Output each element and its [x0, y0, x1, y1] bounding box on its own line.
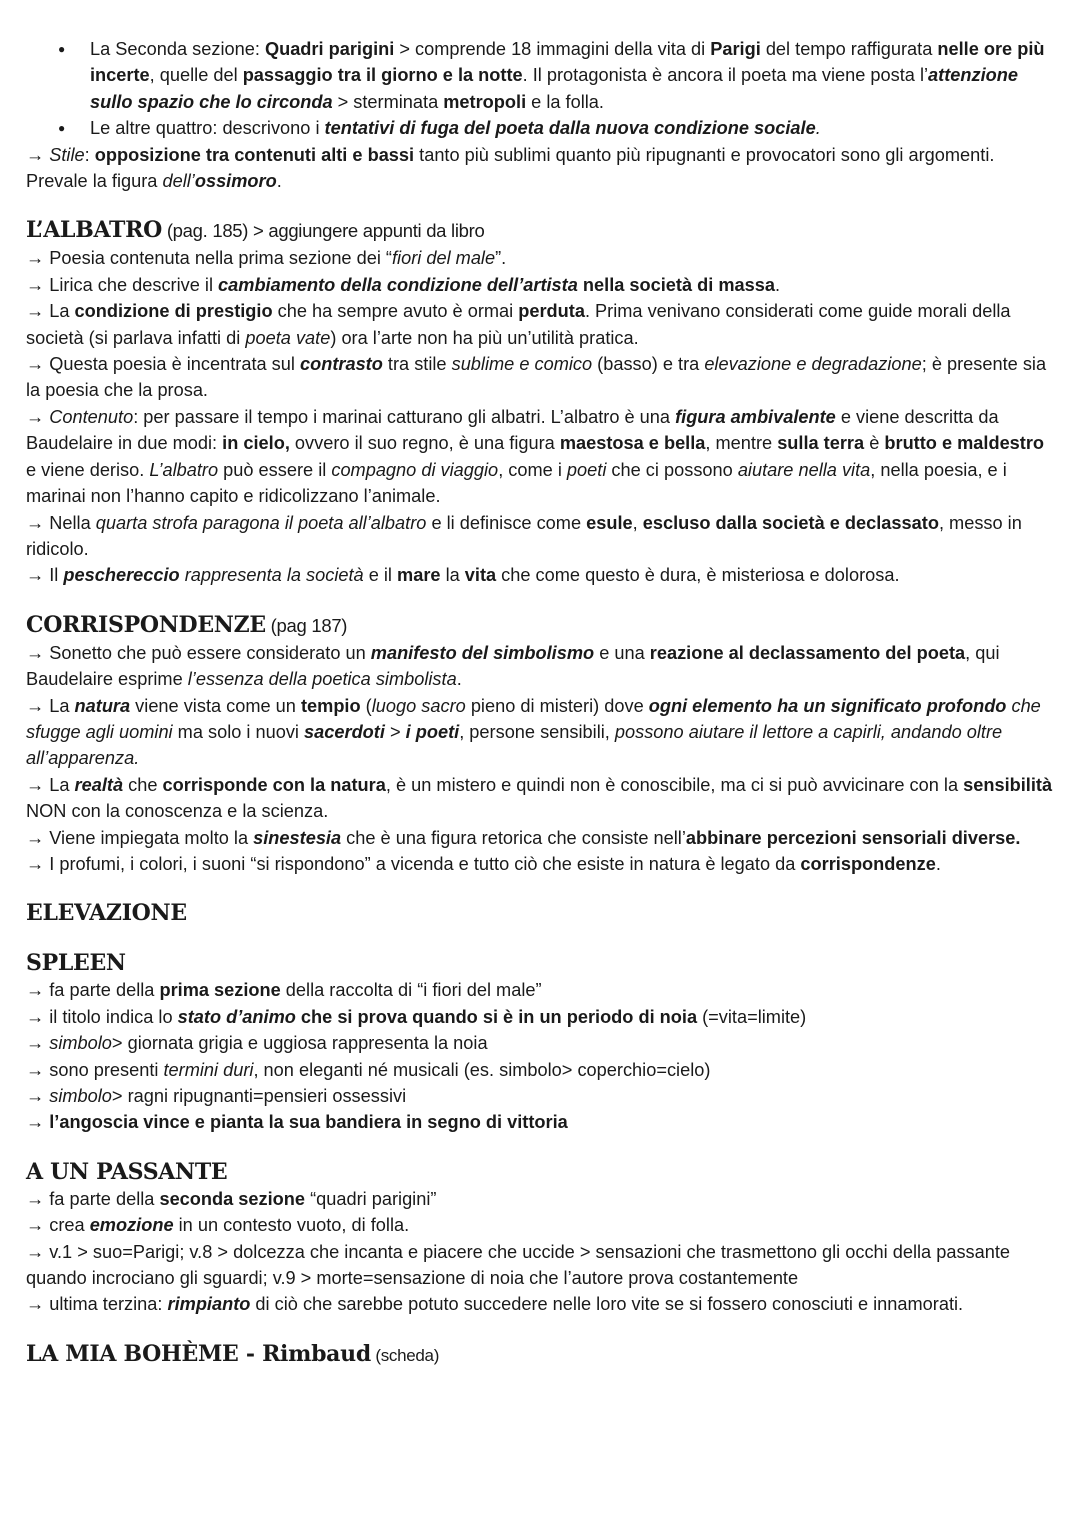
- passante-line-3: → v.1 > suo=Parigi; v.8 > dolcezza che incanta e piacere che uccide > sensazioni che trasmettono gli occhi della passante quando incrociano gli sguardi; v.9 > morte=sensazione di noia che l’autore prova costantemente: [26, 1241, 1011, 1289]
- passante-line-2: → crea emozione in un contesto vuoto, di folla.: [26, 1215, 410, 1236]
- albatro-line-6: → Nella quarta strofa paragona il poeta all’albatro e li definisce come esule, escluso dalla società e declassato, messo in ridicolo.: [26, 512, 1022, 559]
- corrispondenze-line-3: → La realtà che corrisponde con la natura, è un mistero e quindi non è conoscibile, ma ci si può avvicinare con la sensibilità NON con la conoscenza e la scienza.: [26, 774, 1053, 822]
- passante-line-4: → ultima terzina: rimpianto di ciò che sarebbe potuto succedere nelle loro vite se si fossero conosciuti e innamorati.: [26, 1294, 964, 1315]
- albatro-line-4: → Questa poesia è incentrata sul contrasto tra stile sublime e comico (basso) e tra elevazione e degradazione; è presente sia la poesia che la prosa.: [26, 354, 1047, 401]
- bullet-altre-quattro: ● Le altre quattro: descrivono i tentativi di fuga del poeta dalla nuova condizione sociale.: [26, 115, 1056, 141]
- albatro-line-1: → Poesia contenuta nella prima sezione dei “fiori del male”.: [26, 248, 507, 269]
- elevazione-heading: ELEVAZIONE: [26, 900, 187, 927]
- spleen-line-1: → fa parte della prima sezione della raccolta di “i fiori del male”: [26, 980, 542, 1001]
- notes-page: [26, 36, 1056, 1370]
- spleen-line-4: → sono presenti termini duri, non eleganti né musicali (es. simbolo> coperchio=cielo): [26, 1059, 711, 1080]
- corrispondenze-line-2: → La natura viene vista come un tempio (luogo sacro pieno di misteri) dove ogni elemento ha un significato profondo che sfugge agli uomini ma solo i nuovi sacerdoti > i poeti, persone sensibili, possono aiutare il lettore a capirli, andando oltre all’apparenza.: [26, 695, 1041, 769]
- spleen-line-5: → simbolo> ragni ripugnanti=pensieri ossessivi: [26, 1086, 407, 1106]
- spleen-line-2: → il titolo indica lo stato d’animo che si prova quando si è in un periodo di noia (=vita=limite): [26, 1006, 807, 1027]
- albatro-line-7: → Il peschereccio rappresenta la società e il mare la vita che come questo è dura, è misteriosa e dolorosa.: [26, 565, 900, 586]
- corrispondenze-line-1: → Sonetto che può essere considerato un manifesto del simbolismo e una reazione al declassamento del poeta, qui Baudelaire esprime l’essenza della poetica simbolista.: [26, 642, 1000, 690]
- boheme-heading: LA MIA BOHÈME - Rimbaud (scheda): [26, 1340, 440, 1367]
- bullet-seconda-sezione: ● La Seconda sezione: Quadri parigini > comprende 18 immagini della vita di Parigi del tempo raffigurata nelle ore più incerte, quelle del passaggio tra il giorno e la notte. Il protagonista è ancora il poeta ma viene posta l’attenzione sullo spazio che lo circonda > sterminata metropoli e la folla.: [26, 36, 1056, 115]
- stile-paragraph: → Stile: opposizione tra contenuti alti e bassi tanto più sublimi quanto più ripugnanti e provocatori sono gli argomenti. Prevale la figura dell’ossimoro.: [26, 144, 995, 192]
- passante-heading: A UN PASSANTE: [26, 1158, 228, 1185]
- corrispondenze-line-5: → I profumi, i colori, i suoni “si rispondono” a vicenda e tutto ciò che esiste in natura è legato da corrispondenze.: [26, 853, 941, 874]
- corrispondenze-heading: CORRISPONDENZE (pag 187): [26, 611, 348, 638]
- albatro-heading: L’ALBATRO (pag. 185) > aggiungere appunti da libro: [26, 217, 485, 244]
- albatro-line-2: → Lirica che descrive il cambiamento della condizione dell’artista nella società di massa.: [26, 274, 781, 295]
- spleen-heading: SPLEEN: [26, 950, 126, 977]
- albatro-line-3: → La condizione di prestigio che ha sempre avuto è ormai perduta. Prima venivano considerati come guide morali della società (si parlava infatti di poeta vate) ora l’arte non ha più un’utilità pratica.: [26, 301, 1011, 348]
- corrispondenze-line-4: → Viene impiegata molto la sinestesia che è una figura retorica che consiste nell’abbinare percezioni sensoriali diverse.: [26, 827, 1021, 848]
- albatro-line-5: → Contenuto: per passare il tempo i marinai catturano gli albatri. L’albatro è una figura ambivalente e viene descritta da Baudelaire in due modi: in cielo, ovvero il suo regno, è una figura maestosa e bella, mentre sulla terra è brutto e maldestro e viene deriso. L’albatro può essere il compagno di viaggio, come i poeti che ci possono aiutare nella vita, nella poesia, e i marinai non l’hanno capito e ridicolizzano l’animale.: [26, 406, 1045, 507]
- passante-line-1: → fa parte della seconda sezione “quadri parigini”: [26, 1188, 437, 1209]
- spleen-line-3: → simbolo> giornata grigia e uggiosa rappresenta la noia: [26, 1033, 488, 1054]
- spleen-line-6: → l’angoscia vince e pianta la sua bandiera in segno di vittoria: [26, 1112, 568, 1133]
- intro-bullet-list: [26, 36, 1056, 142]
